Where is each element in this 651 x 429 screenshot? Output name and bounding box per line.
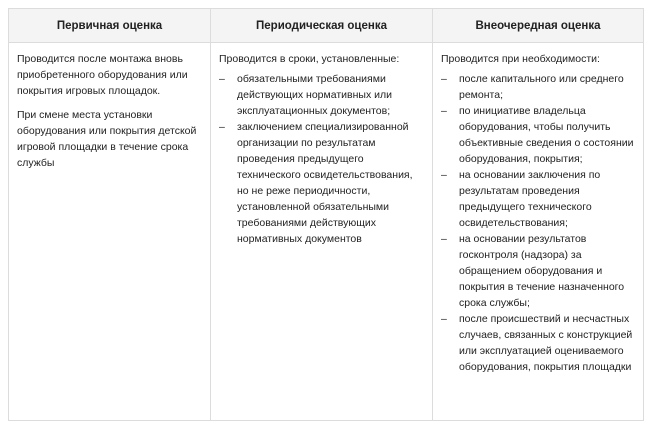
extraordinary-item-1: после капитального или среднего ремонта; — [459, 73, 624, 101]
dash-bullet: – — [441, 169, 447, 181]
extraordinary-item-2: по инициативе владельца оборудования, чтобы получить объективные сведения о состоянии оборудования, покрытия; — [459, 105, 634, 165]
dash-bullet: – — [219, 73, 225, 85]
periodic-list — [219, 71, 424, 247]
periodic-item-2: заключением специализированной организации по результатам проведения предыдущего технического освидетельствования, но не реже периодичности, установленной обязательными требованиями действующих нормативных документов — [237, 121, 413, 245]
primary-paragraph-1: Проводится после монтажа вновь приобретенного оборудования или покрытия игровых площадок. — [17, 53, 188, 97]
header-periodic-assessment: Периодическая оценка — [211, 9, 433, 43]
list-item — [219, 119, 424, 247]
periodic-intro: Проводится в сроки, установленные: — [219, 53, 400, 65]
assessment-table — [8, 8, 644, 421]
list-item — [219, 71, 424, 119]
list-item — [441, 231, 635, 311]
cell-primary-assessment — [9, 43, 211, 421]
cell-periodic-assessment — [211, 43, 433, 421]
list-item — [441, 103, 635, 167]
extraordinary-item-3: на основании заключения по результатам проведения предыдущего технического освидетельствования; — [459, 169, 601, 229]
header-extraordinary-assessment: Внеочередная оценка — [433, 9, 644, 43]
table-header-row — [9, 9, 644, 43]
dash-bullet: – — [441, 105, 447, 117]
header-primary-assessment: Первичная оценка — [9, 9, 211, 43]
extraordinary-intro: Проводится при необходимости: — [441, 53, 600, 65]
extraordinary-item-4: на основании результатов госконтроля (надзора) за обращением оборудования и покрытия в течение назначенного срока службы; — [459, 233, 625, 309]
dash-bullet: – — [441, 73, 447, 85]
dash-bullet: – — [219, 121, 225, 133]
assessment-table-container — [8, 8, 643, 421]
primary-paragraph-2: При смене места установки оборудования или покрытия детской игровой площадки в течение срока службы — [17, 109, 197, 169]
periodic-item-1: обязательными требованиями действующих нормативных или эксплуатационных документов; — [237, 73, 392, 117]
list-item — [441, 71, 635, 103]
cell-extraordinary-assessment — [433, 43, 644, 421]
extraordinary-list — [441, 71, 635, 375]
table-row — [9, 43, 644, 421]
list-item — [441, 167, 635, 231]
dash-bullet: – — [441, 313, 447, 325]
dash-bullet: – — [441, 233, 447, 245]
list-item — [441, 311, 635, 375]
extraordinary-item-5: после происшествий и несчастных случаев, связанных с конструкцией или эксплуатацией оцениваемого оборудования, покрытия площадки — [459, 313, 633, 373]
